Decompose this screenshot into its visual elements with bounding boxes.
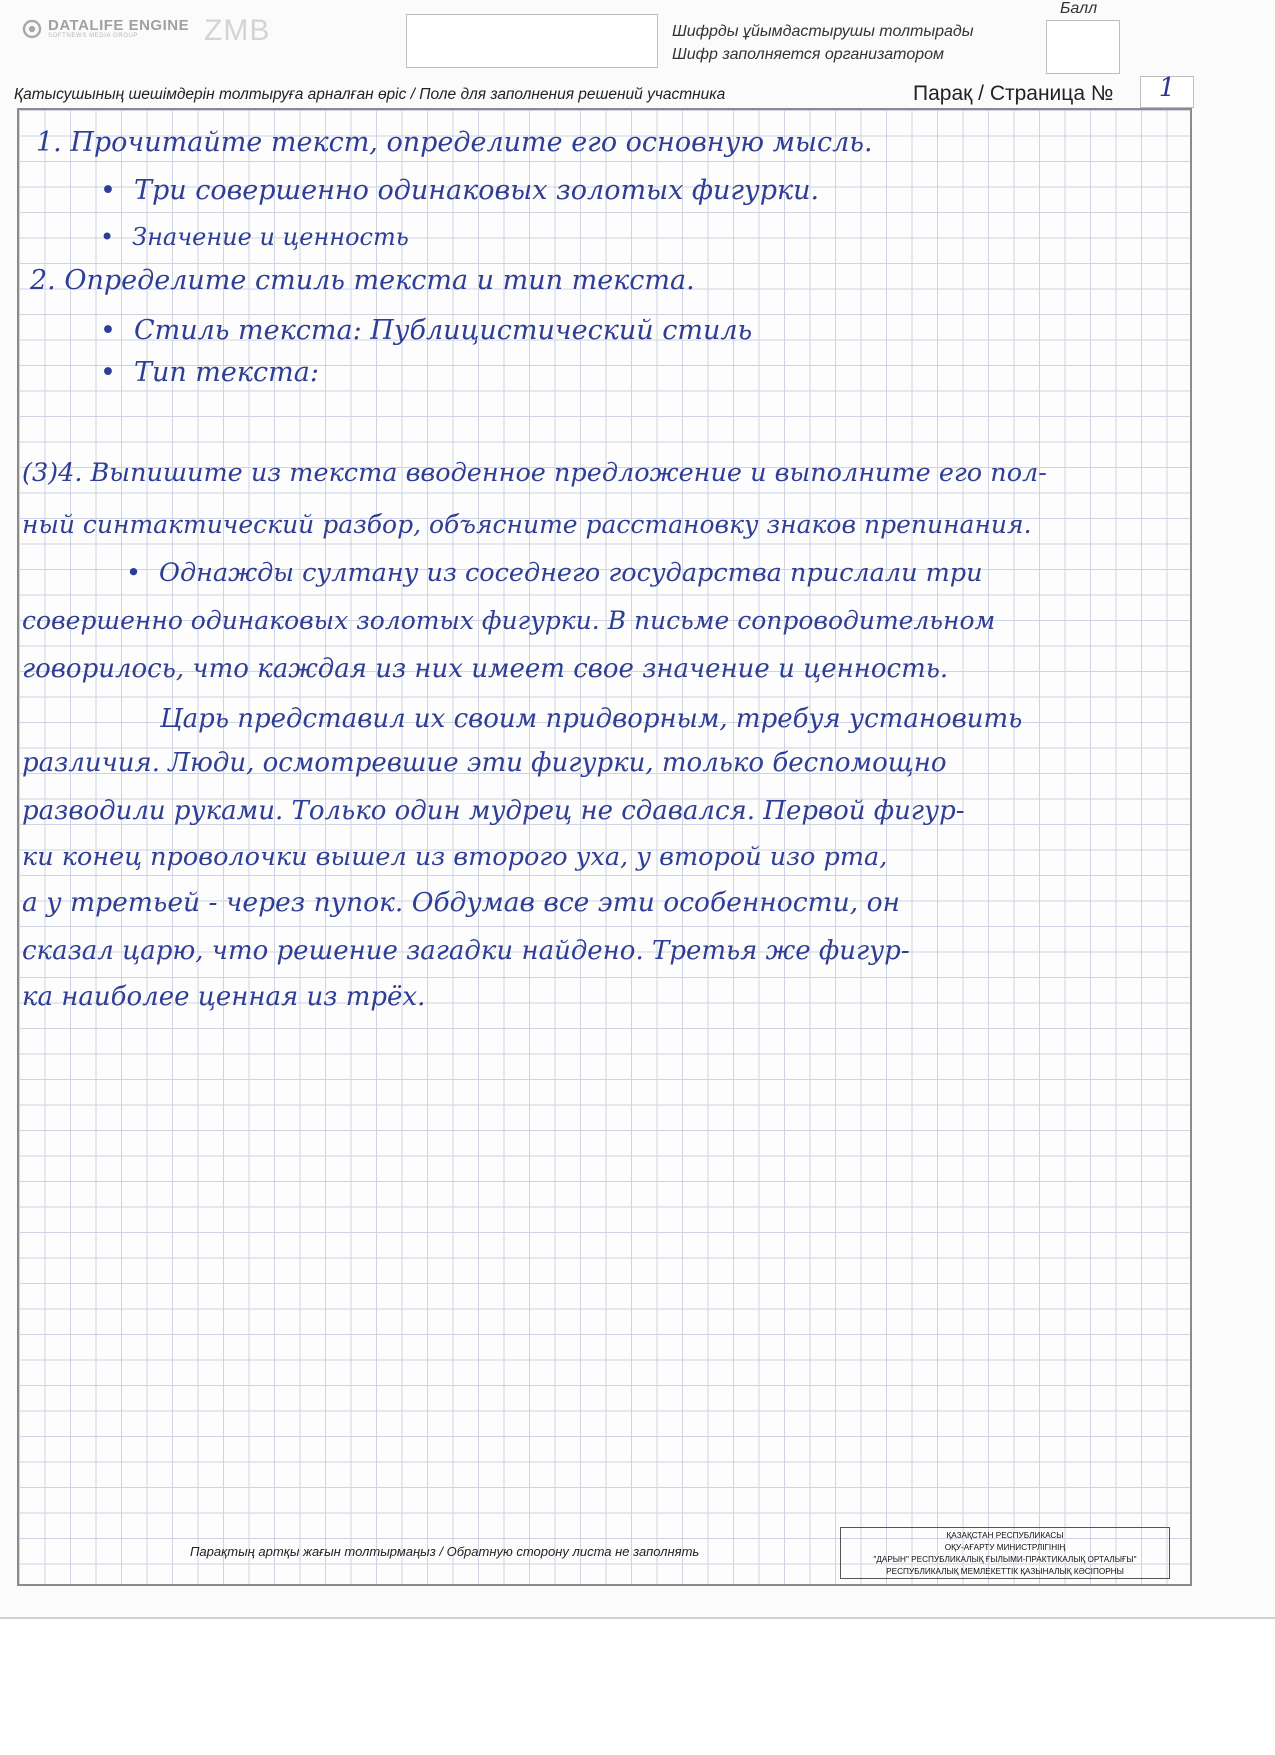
answer-line: • Стиль текста: Публицистический стиль (100, 316, 752, 346)
answer-line: • Значение и ценность (100, 222, 409, 252)
organizer-stamp (840, 1527, 1170, 1579)
answer-line: сказал царю, что решение загадки найдено. Третья же фигур- (22, 936, 910, 966)
cipher-note (672, 20, 974, 66)
answer-line: разводили руками. Только один мудрец не сдавался. Первой фигур- (22, 796, 965, 826)
logo-icon (22, 19, 42, 39)
logo-tagline: SOFTNEWS MEDIA GROUP (48, 33, 139, 39)
watermark-logo (22, 18, 189, 40)
answer-line: • Однажды султану из соседнего государства прислали три (126, 558, 983, 588)
answer-line: • Тип текста: (100, 358, 319, 388)
answer-line: (3)4. Выпишите из текста вводенное предложение и выполните его пол- (22, 458, 1047, 488)
answer-line: • Три совершенно одинаковых золотых фигурки. (100, 176, 819, 206)
cipher-note-kz: Шифрды ұйымдастырушы толтырады (672, 23, 974, 40)
answer-line: совершенно одинаковых золотых фигурки. В письме сопроводительном (22, 606, 996, 635)
stamp-line: "ДАРЫН" РЕСПУБЛИКАЛЫҚ ҒЫЛЫМИ-ПРАКТИКАЛЫҚ ОРТАЛЫҒЫ" (873, 1555, 1137, 1564)
answer-line: ка наиболее ценная из трёх. (22, 982, 426, 1012)
stamp-line: ОҚУ-АҒАРТУ МИНИСТРЛІГІНІҢ (944, 1543, 1066, 1552)
footer-note: Парақтың артқы жағын толтырмаңыз / Обратную сторону листа не заполнять (190, 1544, 700, 1559)
cipher-note-ru: Шифр заполняется организатором (672, 46, 944, 63)
page-number-box (1140, 73, 1194, 108)
answer-line: Царь представил их своим придворным, требуя установить (160, 704, 1023, 734)
answer-line: 2. Определите стиль текста и тип текста. (30, 265, 695, 296)
answer-line: а у третьей - через пупок. Обдумав все эти особенности, он (22, 887, 901, 918)
score-box (1046, 20, 1120, 74)
answer-line: говорилось, что каждая из них имеет свое значение и ценность. (22, 654, 949, 684)
answer-line: ки конец проволочки вышел из второго уха, у второй изо рта, (22, 842, 888, 872)
page-number: 1 (1158, 73, 1176, 103)
score-label: Балл (1060, 0, 1098, 17)
field-title: Қатысушының шешімдерін толтыруға арналған өріс / Поле для заполнения решений участника (14, 86, 726, 103)
logo-name: DATALIFE ENGINE (48, 17, 190, 34)
answer-line: 1. Прочитайте текст, определите его основную мысль. (36, 127, 873, 158)
stamp-line: ҚАЗАҚСТАН РЕСПУБЛИКАСЫ (946, 1531, 1064, 1540)
answer-line: ный синтактический разбор, объясните расстановку знаков препинания. (22, 510, 1032, 539)
page-label: Парақ / Страница № (913, 82, 1114, 105)
cipher-box (406, 14, 658, 68)
logo-mark: ZMB (204, 14, 271, 47)
stamp-line: РЕСПУБЛИКАЛЫҚ МЕМЛЕКЕТТІК ҚАЗЫНАЛЫҚ КӘСІПОРНЫ (886, 1567, 1124, 1576)
answer-line: различия. Люди, осмотревшие эти фигурки, только беспомощно (22, 748, 947, 778)
